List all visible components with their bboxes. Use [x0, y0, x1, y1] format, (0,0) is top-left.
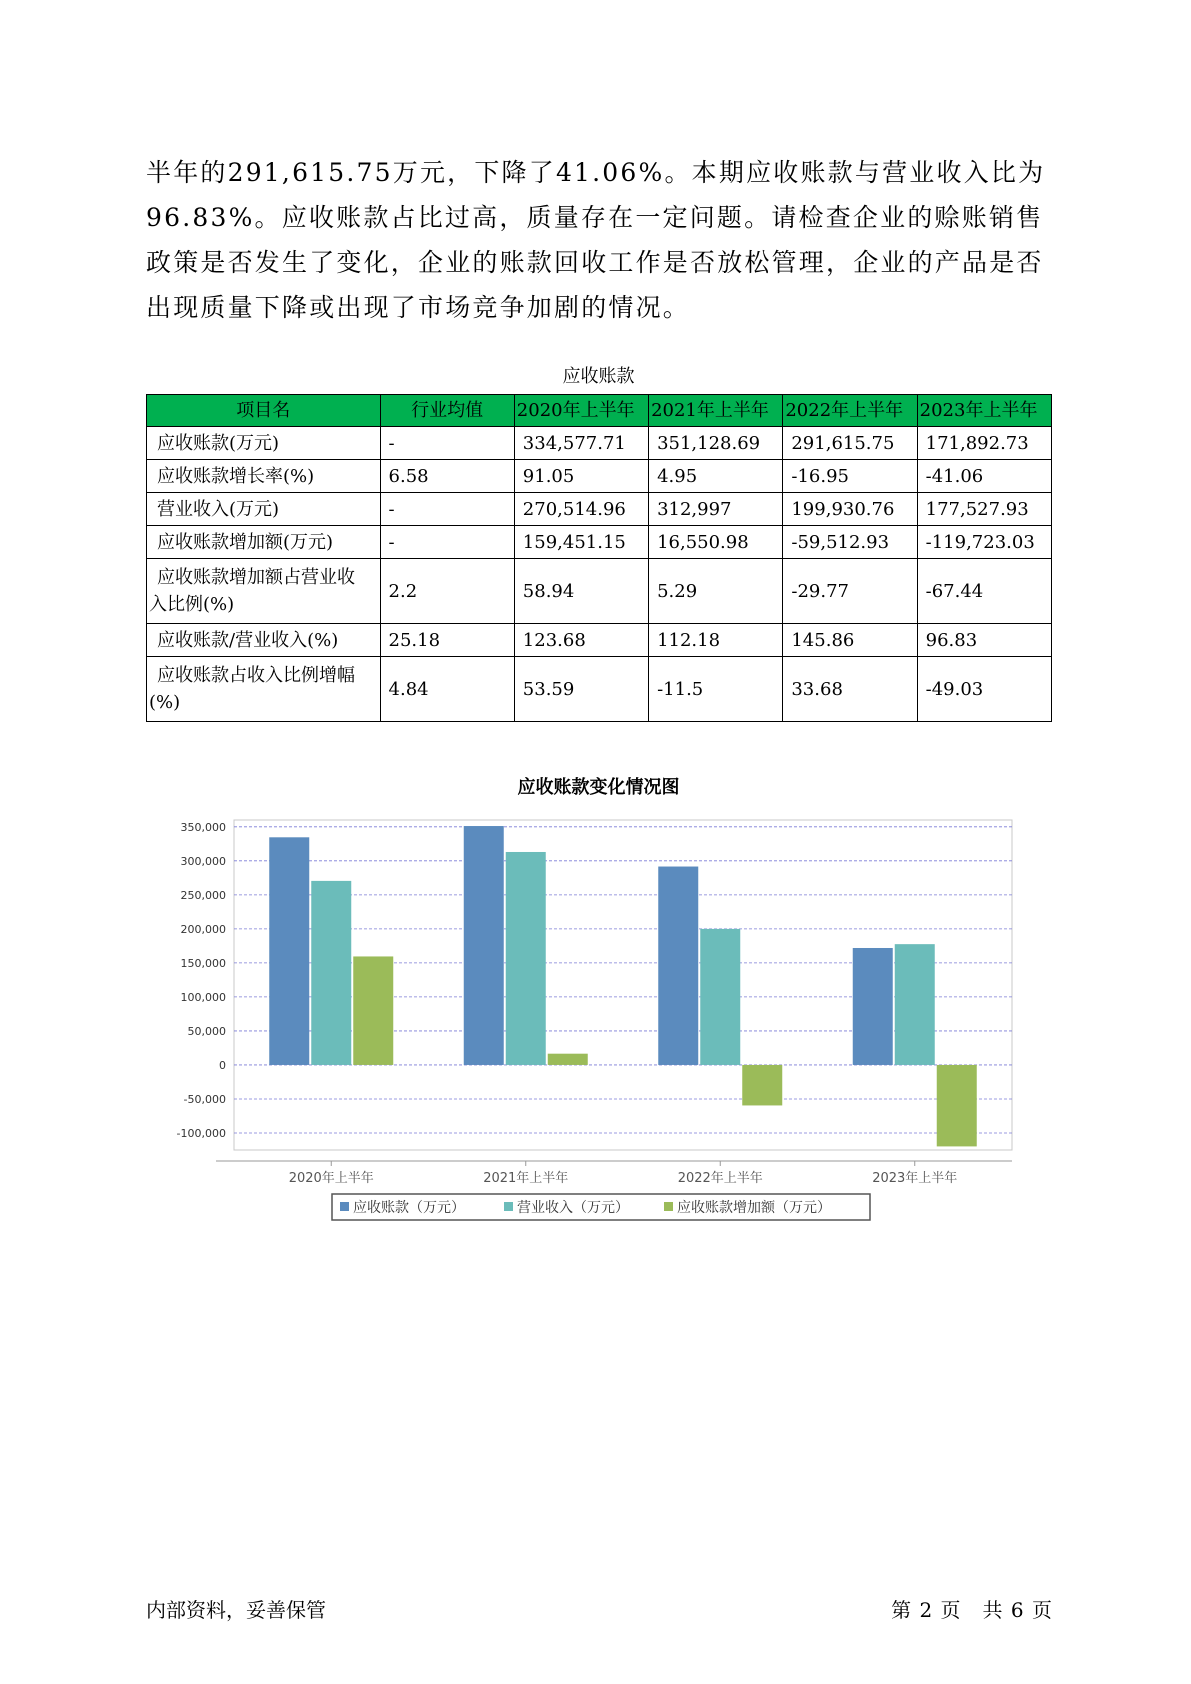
- table-cell: 5.29: [649, 559, 783, 624]
- legend-swatch: [504, 1202, 513, 1211]
- table-cell: -41.06: [917, 460, 1051, 493]
- table-cell: -67.44: [917, 559, 1051, 624]
- row-label: 应收账款(万元): [147, 427, 381, 460]
- table-cell: 145.86: [783, 624, 917, 657]
- bar: [353, 956, 393, 1064]
- y-tick-label: 250,000: [180, 888, 226, 902]
- row-label: 应收账款增加额占营业收入比例(%): [147, 559, 381, 624]
- table-cell: 4.95: [649, 460, 783, 493]
- footer-page-number: 第 2 页 共 6 页: [891, 1598, 1053, 1622]
- table-cell: 4.84: [380, 657, 514, 722]
- table-title: 应收账款: [562, 366, 635, 387]
- table-cell: 33.68: [783, 657, 917, 722]
- legend-label: 应收账款（万元）: [353, 1200, 465, 1216]
- table-cell: 177,527.93: [917, 493, 1051, 526]
- y-tick-label: -100,000: [176, 1126, 226, 1140]
- bar: [269, 837, 309, 1065]
- y-tick-label: -50,000: [183, 1092, 226, 1106]
- table-row: [147, 624, 1052, 657]
- table-cell: -16.95: [783, 460, 917, 493]
- header-2021h1: 2021年上半年: [649, 395, 783, 427]
- bar: [937, 1065, 977, 1146]
- table-cell: -11.5: [649, 657, 783, 722]
- header-item-name: 项目名: [147, 395, 381, 427]
- table-cell: 96.83: [917, 624, 1051, 657]
- y-tick-label: 200,000: [180, 922, 226, 936]
- table-cell: -119,723.03: [917, 526, 1051, 559]
- x-tick-label: 2022年上半年: [677, 1171, 763, 1186]
- y-tick-label: 350,000: [180, 820, 226, 834]
- table-cell: 291,615.75: [783, 427, 917, 460]
- y-tick-label: 100,000: [180, 990, 226, 1004]
- table-cell: 159,451.15: [514, 526, 648, 559]
- legend-label: 应收账款增加额（万元）: [677, 1200, 831, 1216]
- table-cell: 112.18: [649, 624, 783, 657]
- table-cell: 123.68: [514, 624, 648, 657]
- y-tick-label: 150,000: [180, 956, 226, 970]
- bar: [895, 944, 935, 1065]
- header-2022h1: 2022年上半年: [783, 395, 917, 427]
- table-cell: 351,128.69: [649, 427, 783, 460]
- table-cell: 199,930.76: [783, 493, 917, 526]
- x-tick-label: 2021年上半年: [483, 1171, 569, 1186]
- x-tick-label: 2023年上半年: [872, 1171, 958, 1186]
- row-label: 营业收入(万元): [147, 493, 381, 526]
- footer-confidential-note: 内部资料，妥善保管: [146, 1598, 326, 1622]
- accounts-receivable-table: [146, 394, 1052, 722]
- table-cell: -: [380, 493, 514, 526]
- row-label: 应收账款占收入比例增幅(%): [147, 657, 381, 722]
- table-cell: 53.59: [514, 657, 648, 722]
- table-header-row: [147, 395, 1052, 427]
- table-row: [147, 526, 1052, 559]
- table-cell: 16,550.98: [649, 526, 783, 559]
- row-label: 应收账款增长率(%): [147, 460, 381, 493]
- bar: [700, 929, 740, 1065]
- table-cell: 6.58: [380, 460, 514, 493]
- header-industry-avg: 行业均值: [380, 395, 514, 427]
- table-cell: -49.03: [917, 657, 1051, 722]
- table-cell: 91.05: [514, 460, 648, 493]
- table-cell: 312,997: [649, 493, 783, 526]
- table-row: [147, 460, 1052, 493]
- table-cell: -29.77: [783, 559, 917, 624]
- table-cell: -59,512.93: [783, 526, 917, 559]
- bar: [548, 1054, 588, 1065]
- legend-swatch: [340, 1202, 349, 1211]
- table-cell: 334,577.71: [514, 427, 648, 460]
- legend-swatch: [664, 1202, 673, 1211]
- row-label: 应收账款增加额(万元): [147, 526, 381, 559]
- chart-title: 应收账款变化情况图: [517, 777, 680, 798]
- row-label: 应收账款/营业收入(%): [147, 624, 381, 657]
- bar: [464, 826, 504, 1065]
- y-tick-label: 0: [219, 1058, 226, 1072]
- legend-label: 营业收入（万元）: [517, 1200, 629, 1216]
- header-2020h1: 2020年上半年: [514, 395, 648, 427]
- table-cell: -: [380, 427, 514, 460]
- bar: [658, 867, 698, 1065]
- table-row: [147, 493, 1052, 526]
- table-cell: 58.94: [514, 559, 648, 624]
- bar: [311, 881, 351, 1065]
- table-cell: 25.18: [380, 624, 514, 657]
- table-row: [147, 559, 1052, 624]
- table-cell: -: [380, 526, 514, 559]
- receivables-bar-chart: [160, 812, 1020, 1232]
- y-tick-label: 300,000: [180, 854, 226, 868]
- table-row: [147, 427, 1052, 460]
- table-cell: 171,892.73: [917, 427, 1051, 460]
- bar: [742, 1065, 782, 1105]
- table-row: [147, 657, 1052, 722]
- x-tick-label: 2020年上半年: [288, 1171, 374, 1186]
- y-tick-label: 50,000: [187, 1024, 226, 1038]
- bar: [853, 948, 893, 1065]
- bar: [506, 852, 546, 1065]
- body-paragraph: 半年的291,615.75万元，下降了41.06%。本期应收账款与营业收入比为96.83%。应收账款占比过高，质量存在一定问题。请检查企业的赊账销售政策是否发生了变化，企业的账款回收工作是否放松管理，企业的产品是否出现质量下降或出现了市场竞争加剧的情况。: [146, 158, 1046, 322]
- table-cell: 2.2: [380, 559, 514, 624]
- table-cell: 270,514.96: [514, 493, 648, 526]
- header-2023h1: 2023年上半年: [917, 395, 1051, 427]
